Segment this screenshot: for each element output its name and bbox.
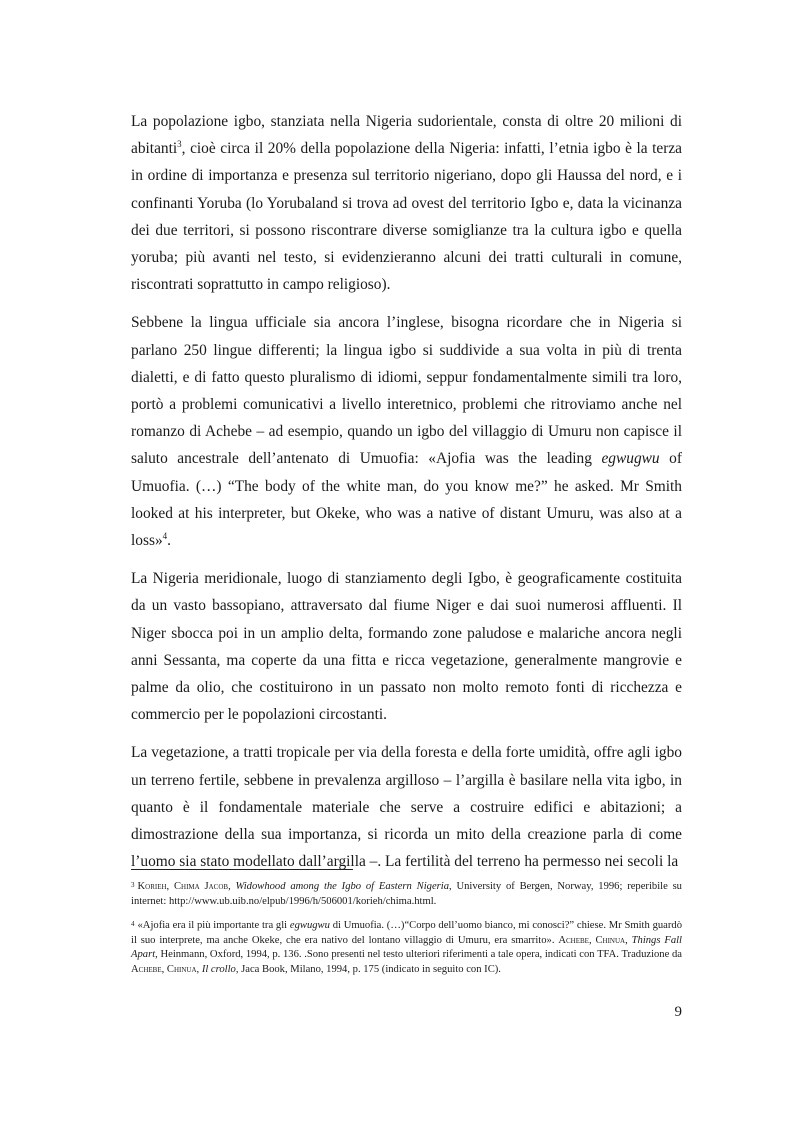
paragraph-3: La Nigeria meridionale, luogo di stanziamento degli Igbo, è geograficamente costituita da un vasto bassopiano, attraversato dal fiume Niger e dai suoi numerosi affluenti. Il Niger sbocca poi in un amplio delta, formando zone paludose e malariche ancora negli anni Sessanta, ma coperte da una fitta e ricca vegetazione, generalmente mangrovie e palme da olio, che costituirono in un passato non molto remoto fonti di ricchezza e commercio per le popolazioni circostanti. — [131, 570, 682, 724]
paragraph-2 — [131, 309, 682, 554]
italic-term: egwugwu — [601, 450, 660, 468]
footnote-number: 3 — [131, 881, 135, 889]
footnote-author: Achebe, Chinua — [558, 934, 626, 946]
footnote-text: di Umuofia. (…)“Corpo dell’uomo bianco, mi conosci?” chiese. Mr Smith guardò il suo interprete, ma anche Okeke, che era nativo del lontano villaggio di Umuru, era smarrito». — [131, 920, 682, 946]
footnote-text: , Heinmann, Oxford, 1994, p. 136. .Sono presenti nel testo ulteriori riferimenti a tale opera, indicati con TFA. Traduzione da — [155, 949, 682, 961]
footnote-title: Widowhood among the Igbo of Eastern Nigeria — [235, 881, 450, 892]
footnote-text: , Jaca Book, Milano, 1994, p. 175 (indicato in seguito con IC). — [235, 963, 501, 975]
footnote-ref-3[interactable]: 3 — [177, 139, 182, 150]
paragraph-1 — [131, 108, 682, 298]
body-text — [131, 108, 682, 886]
footnote-ref-4[interactable]: 4 — [162, 530, 168, 541]
paragraph-4: La vegetazione, a tratti tropicale per via della foresta e della forte umidità, offre agli igbo un terreno fertile, sebbene in prevalenza argilloso – l’argilla è basilare nella vita igbo, in quanto è il fondamentale materiale che serve a costruire edifici e abitazioni; a dimostrazione della sua importanza, si ricorda un mito della creazione parla di come l’uomo sia stato modellato dall’argilla –. La fertilità del terreno ha permesso nei secoli la — [131, 744, 682, 871]
footnote-italic: egwugwu — [289, 920, 330, 932]
footnote-author: Korieh, Chima Jacob — [137, 881, 229, 892]
footnote-text: , — [625, 934, 632, 946]
page-number: 9 — [674, 1004, 682, 1020]
paragraph-text: . — [167, 532, 172, 550]
footnote-title: Things Fall Apart — [131, 934, 683, 961]
footnote-number: 4 — [131, 920, 135, 929]
footnote-separator — [131, 869, 353, 870]
footnote-text: «Ajofia era il più importante tra gli — [137, 920, 290, 932]
footnote-text: , — [228, 881, 236, 892]
paragraph-text: La popolazione igbo, stanziata nella Nigeria sudorientale, consta di oltre 20 milioni di abitanti — [131, 113, 682, 158]
footnote-4 — [131, 919, 682, 977]
paragraph-text: , cioè circa il 20% della popolazione della Nigeria: infatti, l’etnia igbo è la terza in ordine di importanza e presenza sul territorio nigeriano, dopo gli Haussa del nord, e i confinanti Yoruba (lo Yorubaland si trova ad ovest del territorio Igbo e, data la vicinanza dei due territori, si possono riscontrare diverse somiglianze tra la cultura igbo e quella yoruba; più avanti nel testo, si evidenzieranno alcuni dei tratti culturali in comune, riscontrati soprattutto in campo religioso). — [131, 140, 682, 294]
footnotes — [131, 880, 682, 988]
footnote-text: , University of Bergen, Norway, 1996; reperibile su internet: http://www.ub.uib.no/elpub/1996/h/506001/korieh/chima.html. — [131, 881, 682, 907]
footnote-author: Achebe, Chinua — [131, 963, 197, 975]
footnote-title: Il crollo — [201, 963, 236, 975]
paragraph-text: Sebbene la lingua ufficiale sia ancora l’inglese, bisogna ricordare che in Nigeria si parlano 250 lingue differenti; la lingua igbo si suddivide a sua volta in più di trenta dialetti, e di fatto questo pluralismo di idiomi, seppur fondamentalmente simili tra loro, portò a problemi comunicativi a livello interetnico, problemi che ritroviamo anche nel romanzo di Achebe – ad esempio, quando un igbo del villaggio di Umuru non capisce il saluto ancestrale dell’antenato di Umuofia: «Ajofia was the leading — [131, 314, 682, 468]
paragraph-text: of Umuofia. (…) “The body of the white man, do you know me?” he asked. Mr Smith looked at his interpreter, but Okeke, who was a native of distant Umuru, was also at a loss» — [131, 450, 682, 550]
footnote-3 — [131, 880, 682, 909]
footnote-text: , — [196, 963, 202, 975]
